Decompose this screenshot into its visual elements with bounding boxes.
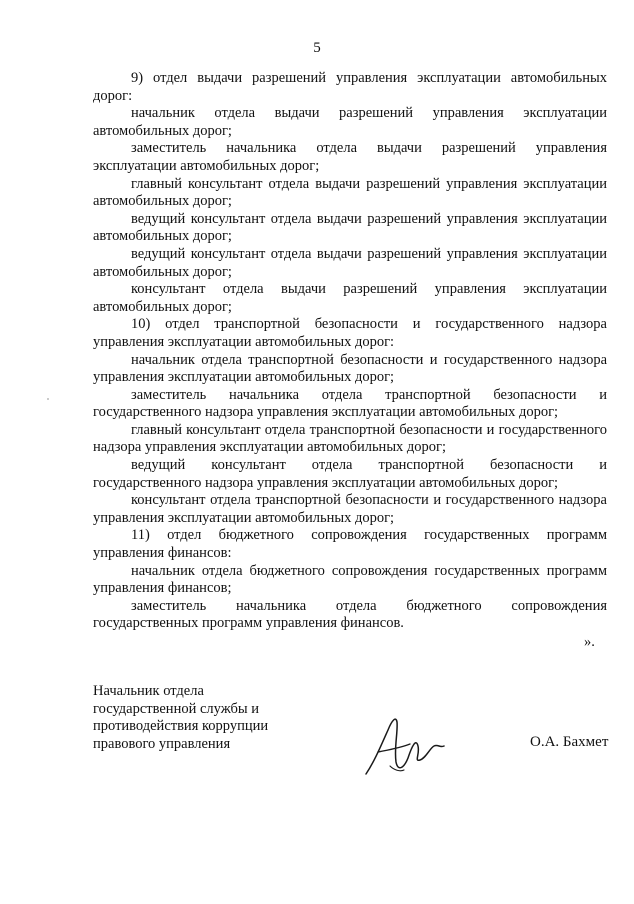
body-text	[93, 70, 607, 633]
margin-mark	[47, 398, 49, 400]
paragraph: консультант отдела выдачи разрешений управления эксплуатации автомобильных дорог;	[93, 281, 607, 315]
signature-block	[93, 683, 268, 753]
signer-name: О.А. Бахмет	[530, 734, 609, 750]
signer-title-line: противодействия коррупции	[93, 718, 269, 735]
paragraph: главный консультант отдела транспортной безопасности и государственного надзора управления эксплуатации автомобильных дорог;	[93, 421, 607, 456]
signer-title-line: государственной службы и	[93, 700, 260, 717]
paragraph: главный консультант отдела выдачи разрешений управления эксплуатации автомобильных дорог;	[93, 175, 607, 210]
handwritten-signature	[360, 708, 460, 778]
paragraph-section-9: 9) отдел выдачи разрешений управления эксплуатации автомобильных дорог:	[93, 70, 607, 104]
paragraph: ведущий консультант отдела выдачи разрешений управления эксплуатации автомобильных дорог;	[93, 245, 607, 280]
closing-quote-mark: ».	[584, 634, 595, 650]
paragraph: заместитель начальника отдела транспортной безопасности и государственного надзора управления эксплуатации автомобильных дорог;	[93, 386, 607, 421]
paragraph: заместитель начальника отдела бюджетного сопровождения государственных программ управления финансов.	[93, 597, 607, 632]
paragraph: ведущий консультант отдела транспортной безопасности и государственного надзора управления эксплуатации автомобильных дорог;	[93, 457, 607, 491]
paragraph-section-10: 10) отдел транспортной безопасности и государственного надзора управления эксплуатации автомобильных дорог:	[93, 316, 607, 350]
paragraph: ведущий консультант отдела выдачи разрешений управления эксплуатации автомобильных дорог;	[93, 210, 607, 245]
signer-title-line: Начальник отдела	[93, 683, 204, 699]
signer-title-line: правового управления	[93, 735, 231, 752]
paragraph: начальник отдела выдачи разрешений управления эксплуатации автомобильных дорог;	[93, 105, 607, 139]
paragraph: начальник отдела транспортной безопасности и государственного надзора управления эксплуатации автомобильных дорог;	[93, 351, 607, 386]
paragraph-section-11: 11) отдел бюджетного сопровождения государственных программ управления финансов:	[93, 527, 607, 562]
paragraph: начальник отдела бюджетного сопровождения государственных программ управления финансов;	[93, 562, 607, 597]
paragraph: консультант отдела транспортной безопасности и государственного надзора управления эксплуатации автомобильных дорог;	[93, 492, 607, 526]
page-number: 5	[313, 40, 321, 56]
paragraph: заместитель начальника отдела выдачи разрешений управления эксплуатации автомобильных дорог;	[93, 140, 607, 174]
